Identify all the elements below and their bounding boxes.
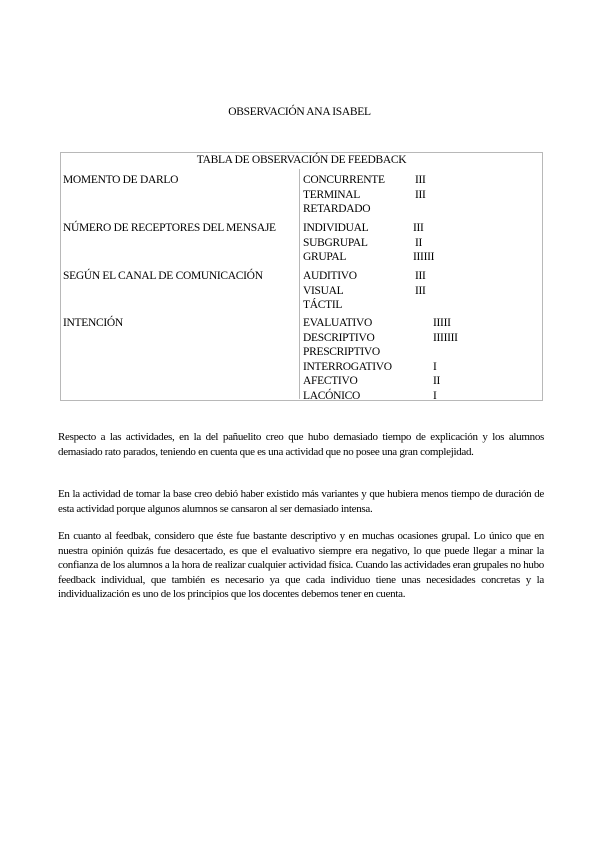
row-label: INTENCIÓN <box>63 317 123 329</box>
option-row <box>303 285 523 300</box>
tally-marks: III <box>415 174 426 186</box>
option-row <box>303 270 523 285</box>
body-paragraph: Respecto a las actividades, en la del pañuelito creo que hubo demasiado tiempo de explicación y los alumnos demasiado rato parados, teniendo en cuenta que es una actividad que no posee una gran complejidad. <box>58 431 544 458</box>
option-name: SUBGRUPAL <box>303 236 368 249</box>
tally-marks: I <box>433 389 437 402</box>
option-name: INDIVIDUAL <box>303 222 369 234</box>
option-name: AUDITIVO <box>303 270 357 282</box>
option-name: AFECTIVO <box>303 375 358 387</box>
option-name: DESCRIPTIVO <box>303 331 375 344</box>
option-name: CONCURRENTE <box>303 174 385 186</box>
option-row <box>303 299 523 314</box>
option-row <box>303 189 523 204</box>
option-row <box>303 174 523 189</box>
option-row <box>303 251 523 266</box>
option-name: RETARDADO <box>303 203 371 215</box>
tally-marks: II <box>433 375 441 387</box>
table-caption: TABLA DE OBSERVACIÓN DE FEEDBACK <box>196 154 407 166</box>
option-row <box>303 346 523 361</box>
option-name: EVALUATIVO <box>303 317 372 329</box>
option-row <box>303 317 523 332</box>
column-divider <box>299 169 300 399</box>
tally-marks: II <box>415 236 423 249</box>
document-title: OBSERVACIÓN ANA ISABEL <box>228 106 371 118</box>
row-label: MOMENTO DE DARLO <box>63 174 179 186</box>
tally-marks: III <box>415 188 426 201</box>
tally-marks: IIIIIII <box>433 331 458 344</box>
option-row <box>303 203 523 218</box>
option-row <box>303 375 523 390</box>
option-name: GRUPAL <box>303 251 347 263</box>
tally-marks: I <box>433 360 437 373</box>
tally-marks: III <box>413 222 424 234</box>
option-name: INTERROGATIVO <box>303 360 392 373</box>
option-row <box>303 332 523 347</box>
row-label: NÚMERO DE RECEPTORES DEL MENSAJE <box>63 222 276 234</box>
option-name: TÁCTIL <box>303 299 343 311</box>
option-row <box>303 237 523 252</box>
row-label: SEGÚN EL CANAL DE COMUNICACIÓN <box>63 270 263 282</box>
tally-marks: IIIIII <box>413 251 435 263</box>
option-name: VISUAL <box>303 284 344 297</box>
tally-marks: III <box>415 270 426 282</box>
body-paragraph: En cuanto al feedbak, considero que éste fue bastante descriptivo y en muchas ocasiones grupal. Lo único que en nuestra opinión quizás fue desacertado, es que el evaluativo siempre era negativo, lo que puede llegar a minar la confianza de los alumnos a la hora de realizar cualquier actividad física. Cuando las actividades eran grupales no hubo feedback individual, que también es necesario ya que cada individuo tiene unas necesidades concretas y la individualización es uno de los principios que los docentes debemos tener en cuenta. <box>58 530 544 600</box>
tally-marks: III <box>415 284 426 297</box>
option-row <box>303 361 523 376</box>
option-row <box>303 222 523 237</box>
option-name: TERMINAL <box>303 188 361 201</box>
option-name: LACÓNICO <box>303 389 361 402</box>
feedback-observation-table <box>60 152 543 401</box>
tally-marks: IIIII <box>433 317 451 329</box>
body-paragraph: En la actividad de tomar la base creo debió haber existido más variantes y que hubiera menos tiempo de duración de esta actividad porque algunos alumnos se cansaron al ser demasiado intensa. <box>58 488 544 515</box>
option-name: PRESCRIPTIVO <box>303 346 380 358</box>
option-row <box>303 390 523 405</box>
